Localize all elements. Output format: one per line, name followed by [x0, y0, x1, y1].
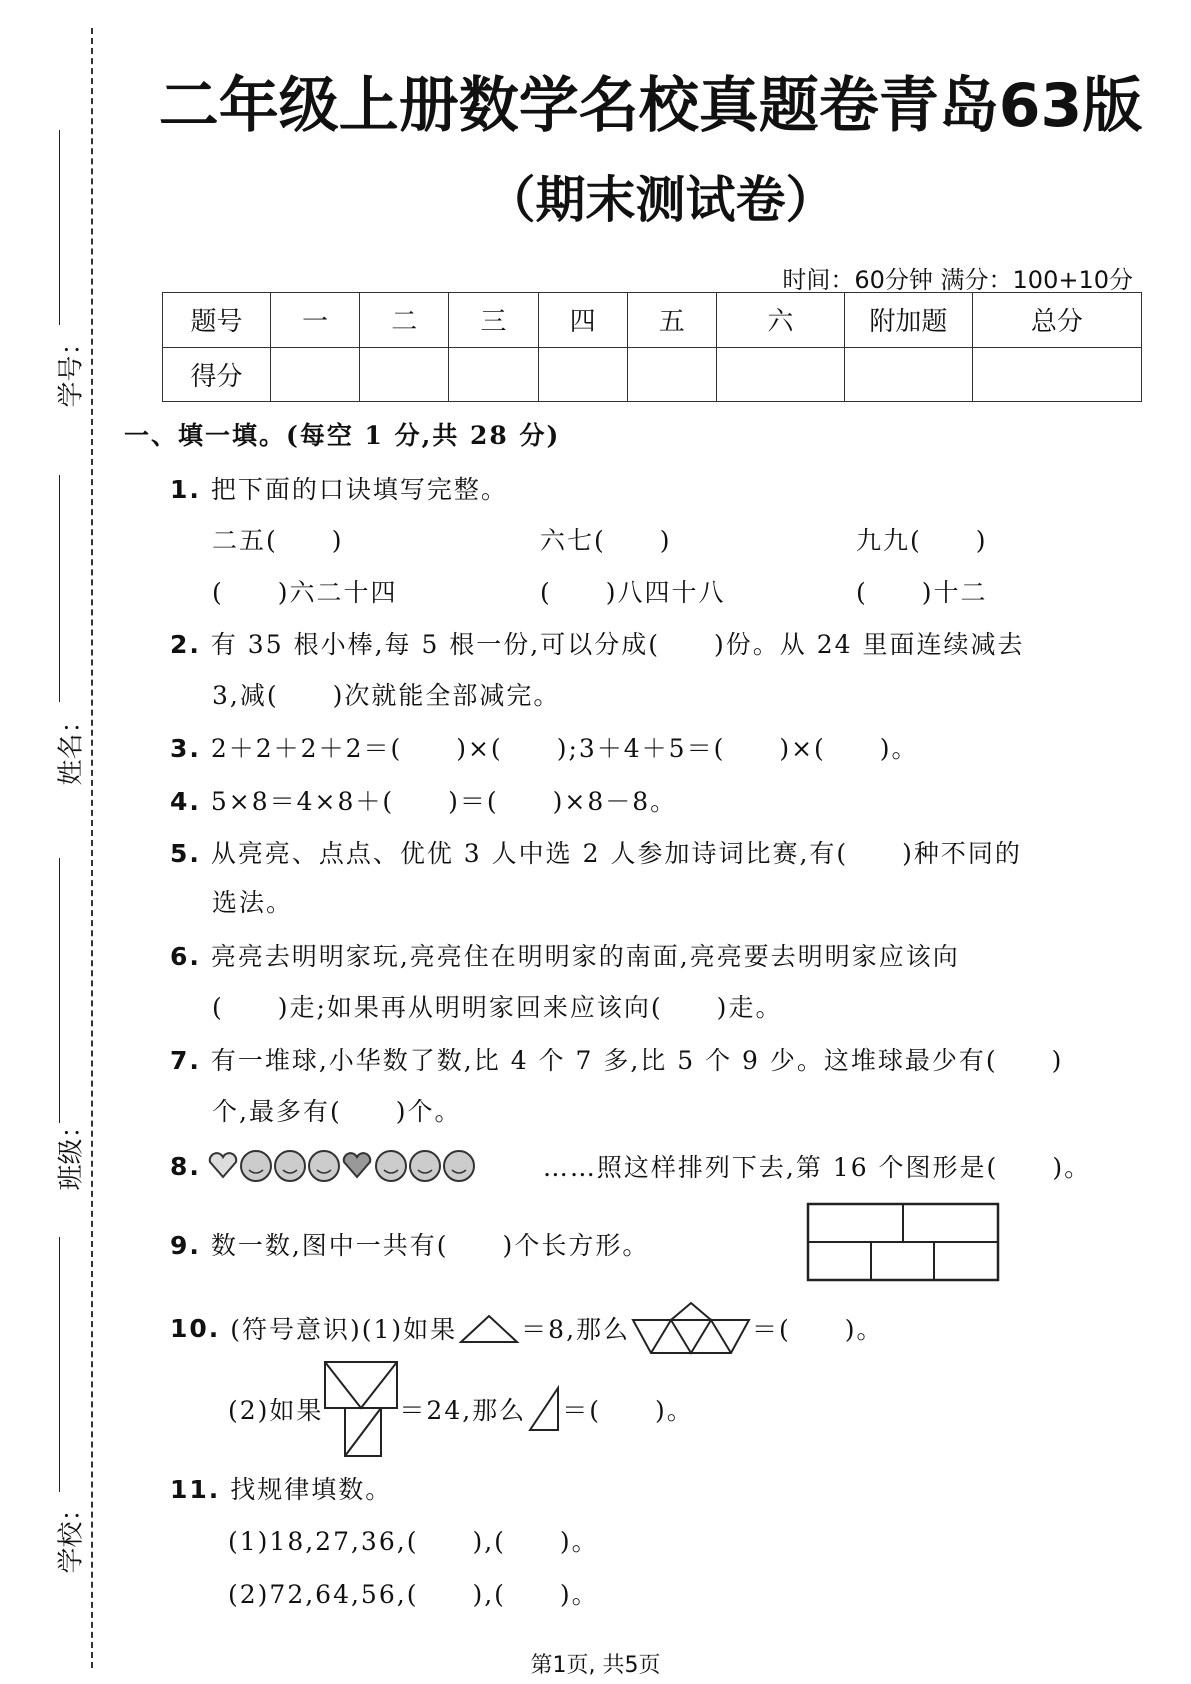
question-number: 4. — [170, 787, 201, 816]
header-cell: 附加题 — [844, 293, 972, 348]
score-cell[interactable] — [449, 347, 538, 402]
question-number: 5. — [170, 839, 201, 868]
header-cell: 二 — [360, 293, 449, 348]
score-cell[interactable] — [271, 347, 360, 402]
answer-item: ( )十二 — [856, 578, 988, 607]
rectangle-figure — [806, 1202, 1002, 1284]
header-cell: 题号 — [163, 293, 271, 348]
name-line — [59, 475, 60, 702]
boat-figure — [630, 1300, 752, 1356]
question-number: 10. — [170, 1313, 221, 1343]
score-cell[interactable] — [972, 347, 1141, 402]
question-number: 6. — [170, 942, 201, 971]
id-label: 学号： — [56, 329, 87, 408]
page-footer: 第1页, 共5页 — [530, 1653, 661, 1678]
score-cell[interactable] — [538, 347, 627, 402]
header-cell: 三 — [449, 293, 538, 348]
answer-item: ( )八四十八 — [540, 578, 726, 607]
table-row — [163, 347, 1142, 402]
question-text: 选法。 — [212, 888, 294, 917]
answer-item: 六七( ) — [540, 526, 672, 555]
question-text: 2＋2＋2＋2＝( )×( );3＋4＋5＝( )×( )。 — [210, 734, 919, 763]
question-number: 9. — [170, 1231, 201, 1260]
score-table — [162, 292, 1142, 402]
question-text: 有 35 根小棒,每 5 根一份,可以分成( )份。从 24 里面连续减去 — [210, 630, 1025, 659]
exam-meta: 时间：60分钟 满分：100+10分 — [782, 266, 1133, 294]
school-label: 学校： — [56, 1495, 87, 1574]
school-line — [59, 1237, 60, 1492]
class-line — [59, 858, 60, 1123]
smiley-icon — [410, 1151, 440, 1181]
header-cell: 一 — [271, 293, 360, 348]
question-text: ＝8,那么 — [521, 1315, 631, 1344]
answer-item: 二五( ) — [212, 526, 344, 555]
score-cell[interactable] — [716, 347, 844, 402]
question-number: 2. — [170, 630, 201, 659]
heart-icon — [210, 1153, 236, 1177]
table-row — [163, 293, 1142, 348]
question-text: 从亮亮、点点、优优 3 人中选 2 人参加诗词比赛,有( )种不同的 — [210, 839, 1022, 868]
row-label: 得分 — [163, 347, 271, 402]
smiley-icon — [376, 1151, 406, 1181]
answer-item: ( )六二十四 — [212, 578, 398, 607]
question-text: ( )走;如果再从明明家回来应该向( )走。 — [212, 993, 783, 1022]
question-text: ＝( )。 — [562, 1396, 694, 1425]
cut-line — [91, 28, 93, 1668]
question-text: 亮亮去明明家玩,亮亮住在明明家的南面,亮亮要去明明家应该向 — [210, 942, 960, 971]
page-subtitle: （期末测试卷） — [485, 171, 836, 229]
header-cell: 六 — [716, 293, 844, 348]
question-text: 有一堆球,小华数了数,比 4 个 7 多,比 5 个 9 少。这堆球最少有( ) — [210, 1046, 1064, 1075]
question-text: ＝24,那么 — [399, 1396, 527, 1425]
answer-item: (1)18,27,36,( ),( )。 — [228, 1527, 599, 1556]
question-text: 5×8＝4×8＋( )＝( )×8－8。 — [210, 787, 678, 816]
question-text: 把下面的口诀填写完整。 — [210, 475, 508, 504]
question-text: 数一数,图中一共有( )个长方形。 — [210, 1231, 650, 1260]
section-heading: 一、填一填。(每空 1 分,共 28 分) — [124, 421, 561, 450]
header-cell: 五 — [627, 293, 716, 348]
header-cell: 四 — [538, 293, 627, 348]
score-cell[interactable] — [844, 347, 972, 402]
question-number: 11. — [170, 1475, 221, 1504]
score-cell[interactable] — [627, 347, 716, 402]
question-text: 3,减( )次就能全部减完。 — [212, 681, 561, 710]
tangram-figure — [323, 1360, 399, 1458]
header-cell: 总分 — [972, 293, 1141, 348]
question-text: ……照这样排列下去,第 16 个图形是( )。 — [542, 1153, 1092, 1182]
right-triangle-figure — [526, 1384, 562, 1434]
smiley-icon — [444, 1151, 474, 1181]
answer-item: 九九( ) — [856, 526, 988, 555]
triangle-figure — [457, 1311, 521, 1345]
question-text: (2)如果 — [228, 1396, 324, 1425]
question-text: (符号意识)(1)如果 — [230, 1315, 458, 1344]
question-text: ＝( )。 — [752, 1315, 884, 1344]
page-title: 二年级上册数学名校真题卷青岛63版 — [158, 71, 1143, 141]
answer-item: (2)72,64,56,( ),( )。 — [228, 1580, 599, 1609]
heart-icon — [344, 1153, 370, 1177]
question-number: 7. — [170, 1046, 201, 1075]
question-text: 个,最多有( )个。 — [212, 1097, 462, 1126]
question-number: 3. — [170, 734, 201, 763]
question-number: 8. — [170, 1151, 201, 1181]
smiley-icon — [275, 1151, 305, 1181]
smiley-icon — [309, 1151, 339, 1181]
class-label: 班级： — [56, 1112, 87, 1191]
shape-sequence — [207, 1149, 537, 1183]
score-cell[interactable] — [360, 347, 449, 402]
smiley-icon — [241, 1151, 271, 1181]
name-label: 姓名： — [56, 707, 87, 786]
question-text: 找规律填数。 — [230, 1475, 393, 1504]
question-number: 1. — [170, 475, 201, 504]
